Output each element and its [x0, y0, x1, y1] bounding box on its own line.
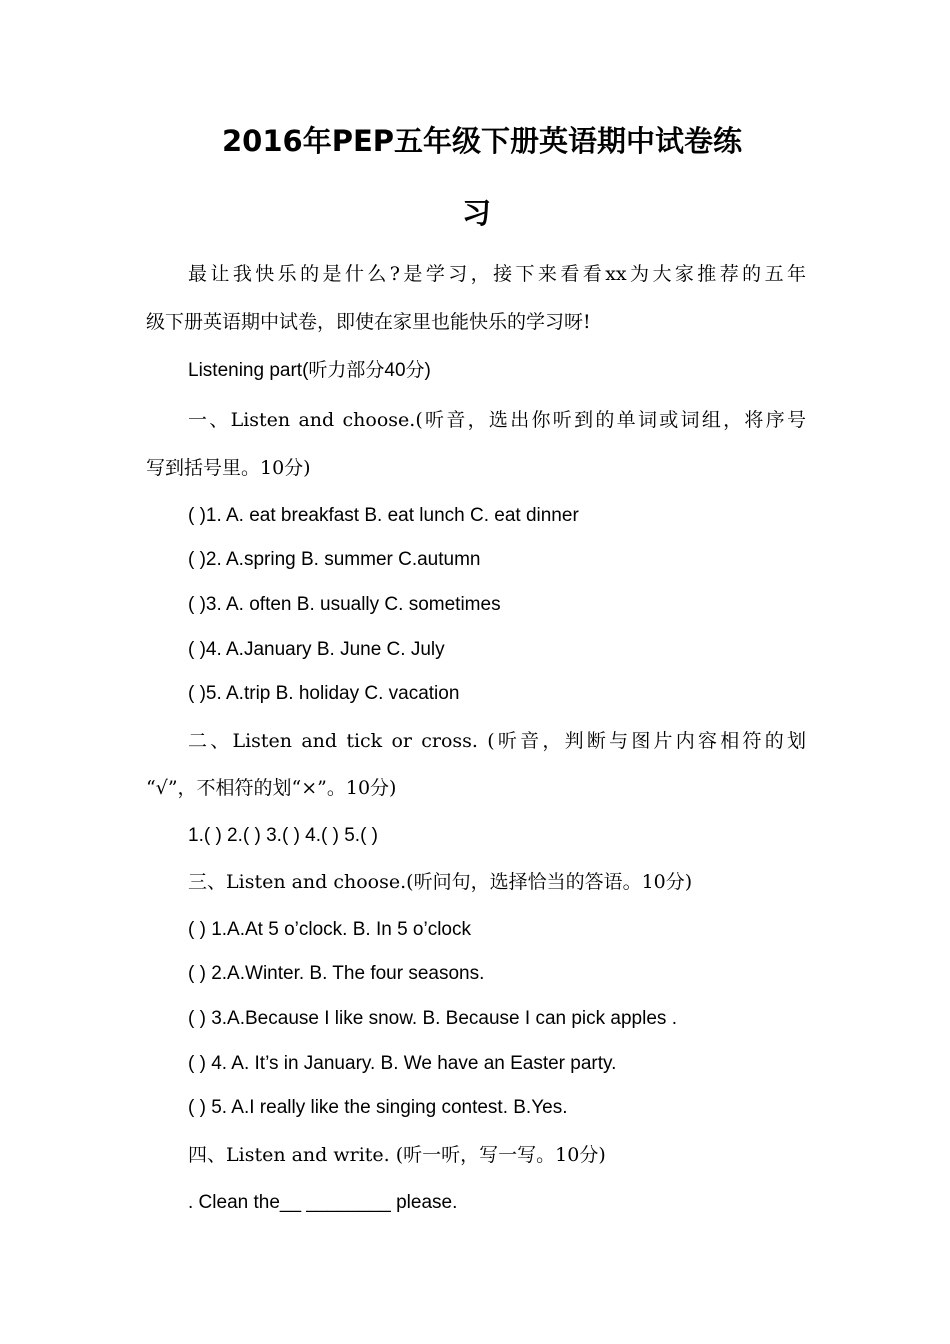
section-1-heading-line-1: 一、Listen and choose.(听音，选出你听到的单词或词组，将序号	[188, 409, 806, 431]
section-3-item-2: ( ) 2.A.Winter. B. The four seasons.	[188, 963, 485, 984]
section-1-item-3: ( )3. A. often B. usually C. sometimes	[188, 594, 501, 615]
section-2-answer-slots: 1.( ) 2.( ) 3.( ) 4.( ) 5.( )	[188, 825, 379, 846]
section-2-heading-line-2: “√”，不相符的划“×”。10分)	[146, 777, 397, 799]
section-1-heading-line-2: 写到括号里。10分)	[146, 457, 311, 479]
document-title-line-1: 2016年PEP五年级下册英语期中试卷练	[222, 124, 743, 158]
intro-line-1: 最让我快乐的是什么?是学习，接下来看看xx为大家推荐的五年	[188, 263, 806, 285]
section-4-item-1: . Clean the__ ________ please.	[188, 1192, 458, 1213]
section-3-item-5: ( ) 5. A.I really like the singing contest. B.Yes.	[188, 1097, 568, 1118]
section-1-item-1: ( )1. A. eat breakfast B. eat lunch C. eat dinner	[188, 505, 579, 526]
intro-line-2: 级下册英语期中试卷，即使在家里也能快乐的学习呀!	[146, 311, 591, 333]
section-1-item-5: ( )5. A.trip B. holiday C. vacation	[188, 683, 460, 704]
section-3-item-1: ( ) 1.A.At 5 o’clock. B. In 5 o’clock	[188, 919, 471, 940]
section-3-heading: 三、Listen and choose.(听问句，选择恰当的答语。10分)	[188, 871, 693, 893]
document-title-line-2: 习	[462, 196, 492, 230]
listening-part-heading: Listening part(听力部分40分)	[188, 360, 431, 381]
section-3-item-4: ( ) 4. A. It’s in January. B. We have an Easter party.	[188, 1053, 617, 1074]
section-1-item-2: ( )2. A.spring B. summer C.autumn	[188, 549, 481, 570]
section-3-item-3: ( ) 3.A.Because I like snow. B. Because I can pick apples .	[188, 1008, 677, 1029]
section-1-item-4: ( )4. A.January B. June C. July	[188, 639, 445, 660]
section-2-heading-line-1: 二、Listen and tick or cross. (听音，判断与图片内容相符的划	[188, 730, 806, 752]
section-4-heading: 四、Listen and write. (听一听，写一写。10分)	[188, 1144, 606, 1166]
